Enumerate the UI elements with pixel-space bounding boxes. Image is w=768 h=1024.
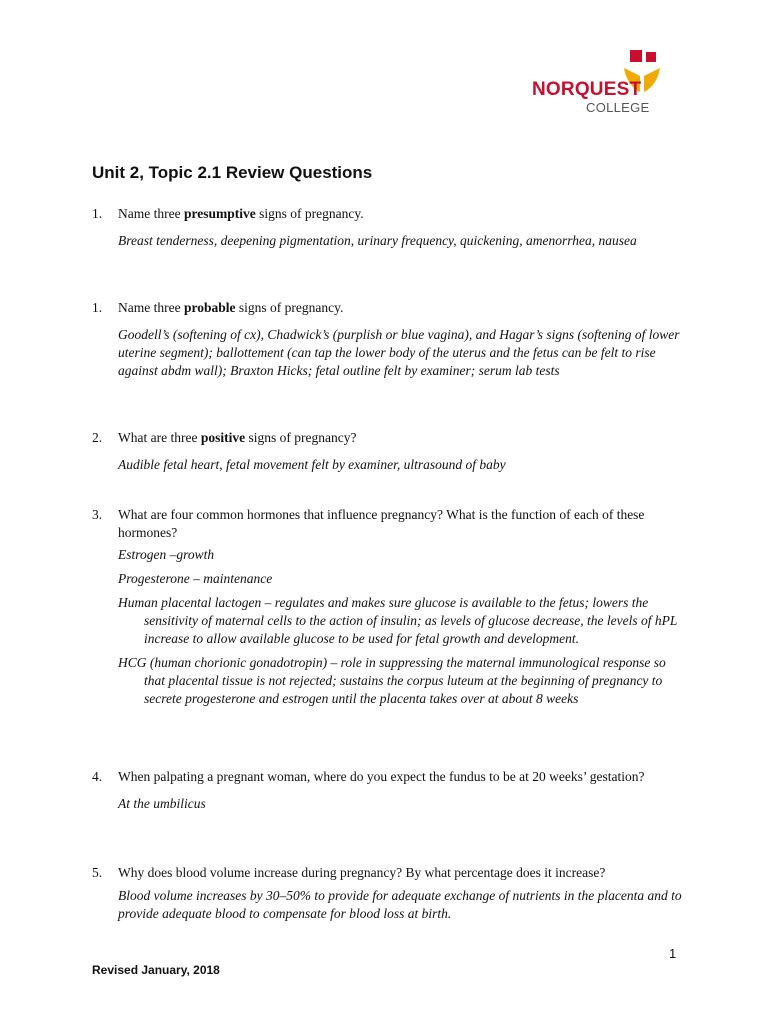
question-text: Why does blood volume increase during pregnancy? By what percentage does it increase? [118, 865, 606, 880]
answer-line: Goodell’s (softening of cx), Chadwick’s (purplish or blue vagina), and Hagar’s signs (softening of lower uterine segment); ballottement (can tap the lower body of the uterus and the fetus can be felt to rise against abdm wall); Braxton Hicks; fetal outline felt by examiner; serum lab tests [118, 327, 680, 378]
answer-line: Estrogen –growth [118, 547, 215, 562]
answer [118, 546, 682, 708]
answer-line: Human placental lactogen – regulates and makes sure glucose is available to the fetus; lowers the sensitivity of maternal cells to the action of insulin; as levels of glucose decrease, the levels of hPL increase to allow available glucose to be used for fetal growth and development. [118, 595, 678, 646]
answer-line: At the umbilicus [118, 796, 206, 811]
question-number: 2. [92, 430, 103, 445]
question-number: 5. [92, 865, 103, 880]
question-text: When palpating a pregnant woman, where do you expect the fundus to be at 20 weeks’ gestation? [118, 769, 645, 784]
answer-line: Progesterone – maintenance [118, 571, 273, 586]
page-number: 1 [669, 946, 677, 961]
question-text: Name three presumptive signs of pregnancy. [118, 206, 364, 221]
logo-wordmark: NORQUEST [532, 79, 642, 100]
question-block [92, 205, 682, 256]
question-block [92, 299, 682, 386]
question-block [92, 864, 682, 929]
question-number: 3. [92, 507, 103, 522]
answer [118, 887, 682, 923]
question-text: Name three probable signs of pregnancy. [118, 300, 344, 315]
question-text: What are four common hormones that influence pregnancy? What is the function of each of these hormones? [118, 507, 645, 540]
question-block [92, 768, 682, 819]
question-number: 1. [92, 300, 103, 315]
page-title: Unit 2, Topic 2.1 Review Questions [92, 163, 373, 182]
question-text: What are three positive signs of pregnancy? [118, 430, 357, 445]
logo-subtitle: COLLEGE [586, 100, 650, 115]
question-number: 1. [92, 206, 103, 221]
answer-line: Audible fetal heart, fetal movement felt by examiner, ultrasound of baby [118, 457, 506, 472]
question-block [92, 429, 682, 480]
question-number: 4. [92, 769, 103, 784]
footer-revised: Revised January, 2018 [92, 963, 220, 977]
answer-line: HCG (human chorionic gonadotropin) – role in suppressing the maternal immunological response so that placental tissue is not rejected; sustains the corpus luteum at the beginning of pregnancy to secrete progesterone and estrogen until the placenta takes over at about 8 weeks [118, 655, 666, 706]
question-block [92, 506, 682, 714]
answer-line: Breast tenderness, deepening pigmentation, urinary frequency, quickening, amenorrhea, nausea [118, 233, 637, 248]
answer [118, 456, 682, 474]
answer-line: Blood volume increases by 30–50% to provide for adequate exchange of nutrients in the placenta and to provide adequate blood to compensate for blood loss at birth. [118, 888, 682, 921]
answer [118, 795, 682, 813]
answer [118, 326, 682, 380]
answer [118, 232, 682, 250]
norquest-logo [532, 50, 668, 114]
